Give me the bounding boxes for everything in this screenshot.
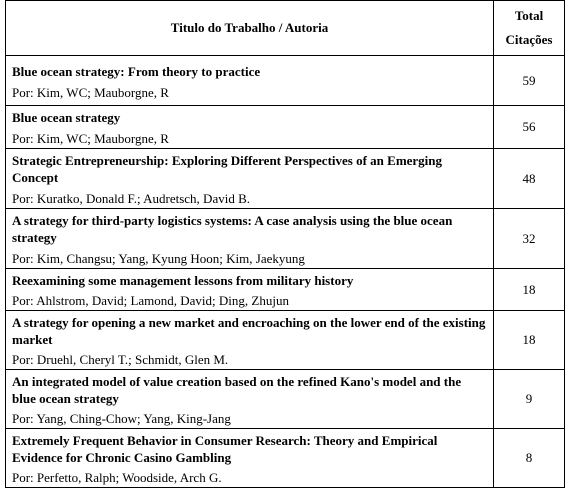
work-authors: Por: Kim, Changsu; Yang, Kyung Hoon; Kim, Jaekyung [12,251,305,266]
work-cell [6,370,494,429]
work-authors: Por: Kim, WC; Mauborgne, R [12,84,169,100]
work-authors: Por: Perfetto, Ralph; Woodside, Arch G. [12,470,222,485]
citations-table [5,0,565,488]
work-authors: Por: Druehl, Cheryl T.; Schmidt, Glen M. [12,352,229,367]
work-title: Reexamining some management lessons from military history [12,273,354,288]
work-authors: Por: Kim, WC; Mauborgne, R [12,131,169,146]
table-row [6,149,565,209]
work-authors: Por: Ahlstrom, David; Lamond, David; Ding, Zhujun [12,293,289,308]
work-cell [6,311,494,370]
header-title-col: Titulo do Trabalho / Autoria [6,1,494,56]
work-title: Extremely Frequent Behavior in Consumer Research: Theory and Empirical Evidence for Chronic Casino Gambling [12,433,438,465]
work-cell [6,429,494,488]
table-row [6,56,565,106]
header-row [6,1,565,56]
citation-count: 8 [494,429,565,488]
table-row [6,429,565,488]
header-citations-col [494,1,565,56]
work-title: A strategy for third-party logistics systems: A case analysis using the blue ocean strategy [12,213,453,245]
work-cell [6,269,494,311]
table-row [6,106,565,149]
work-cell [6,149,494,209]
citation-count: 59 [494,56,565,106]
work-title: An integrated model of value creation based on the refined Kano's model and the blue ocean strategy [12,374,462,406]
citation-count: 18 [494,311,565,370]
work-authors: Por: Kuratko, Donald F.; Audretsch, David B. [12,191,250,206]
table-row [6,269,565,311]
citation-count: 56 [494,106,565,149]
work-cell [6,56,494,106]
table-row [6,209,565,269]
table-row [6,311,565,370]
citation-count: 9 [494,370,565,429]
header-citations-line1: Total [514,8,544,23]
work-title: Strategic Entrepreneurship: Exploring Different Perspectives of an Emerging Concept [12,153,443,185]
header-citations-line2: Citações [505,32,553,47]
work-cell [6,209,494,269]
work-title: A strategy for opening a new market and encroaching on the lower end of the existing market [12,315,486,347]
table-row [6,370,565,429]
citation-count: 18 [494,269,565,311]
citation-count: 48 [494,149,565,209]
citation-count: 32 [494,209,565,269]
work-title: Blue ocean strategy [12,110,121,125]
work-title: Blue ocean strategy: From theory to practice [12,63,261,79]
work-authors: Por: Yang, Ching-Chow; Yang, King-Jang [12,411,231,426]
work-cell [6,106,494,149]
